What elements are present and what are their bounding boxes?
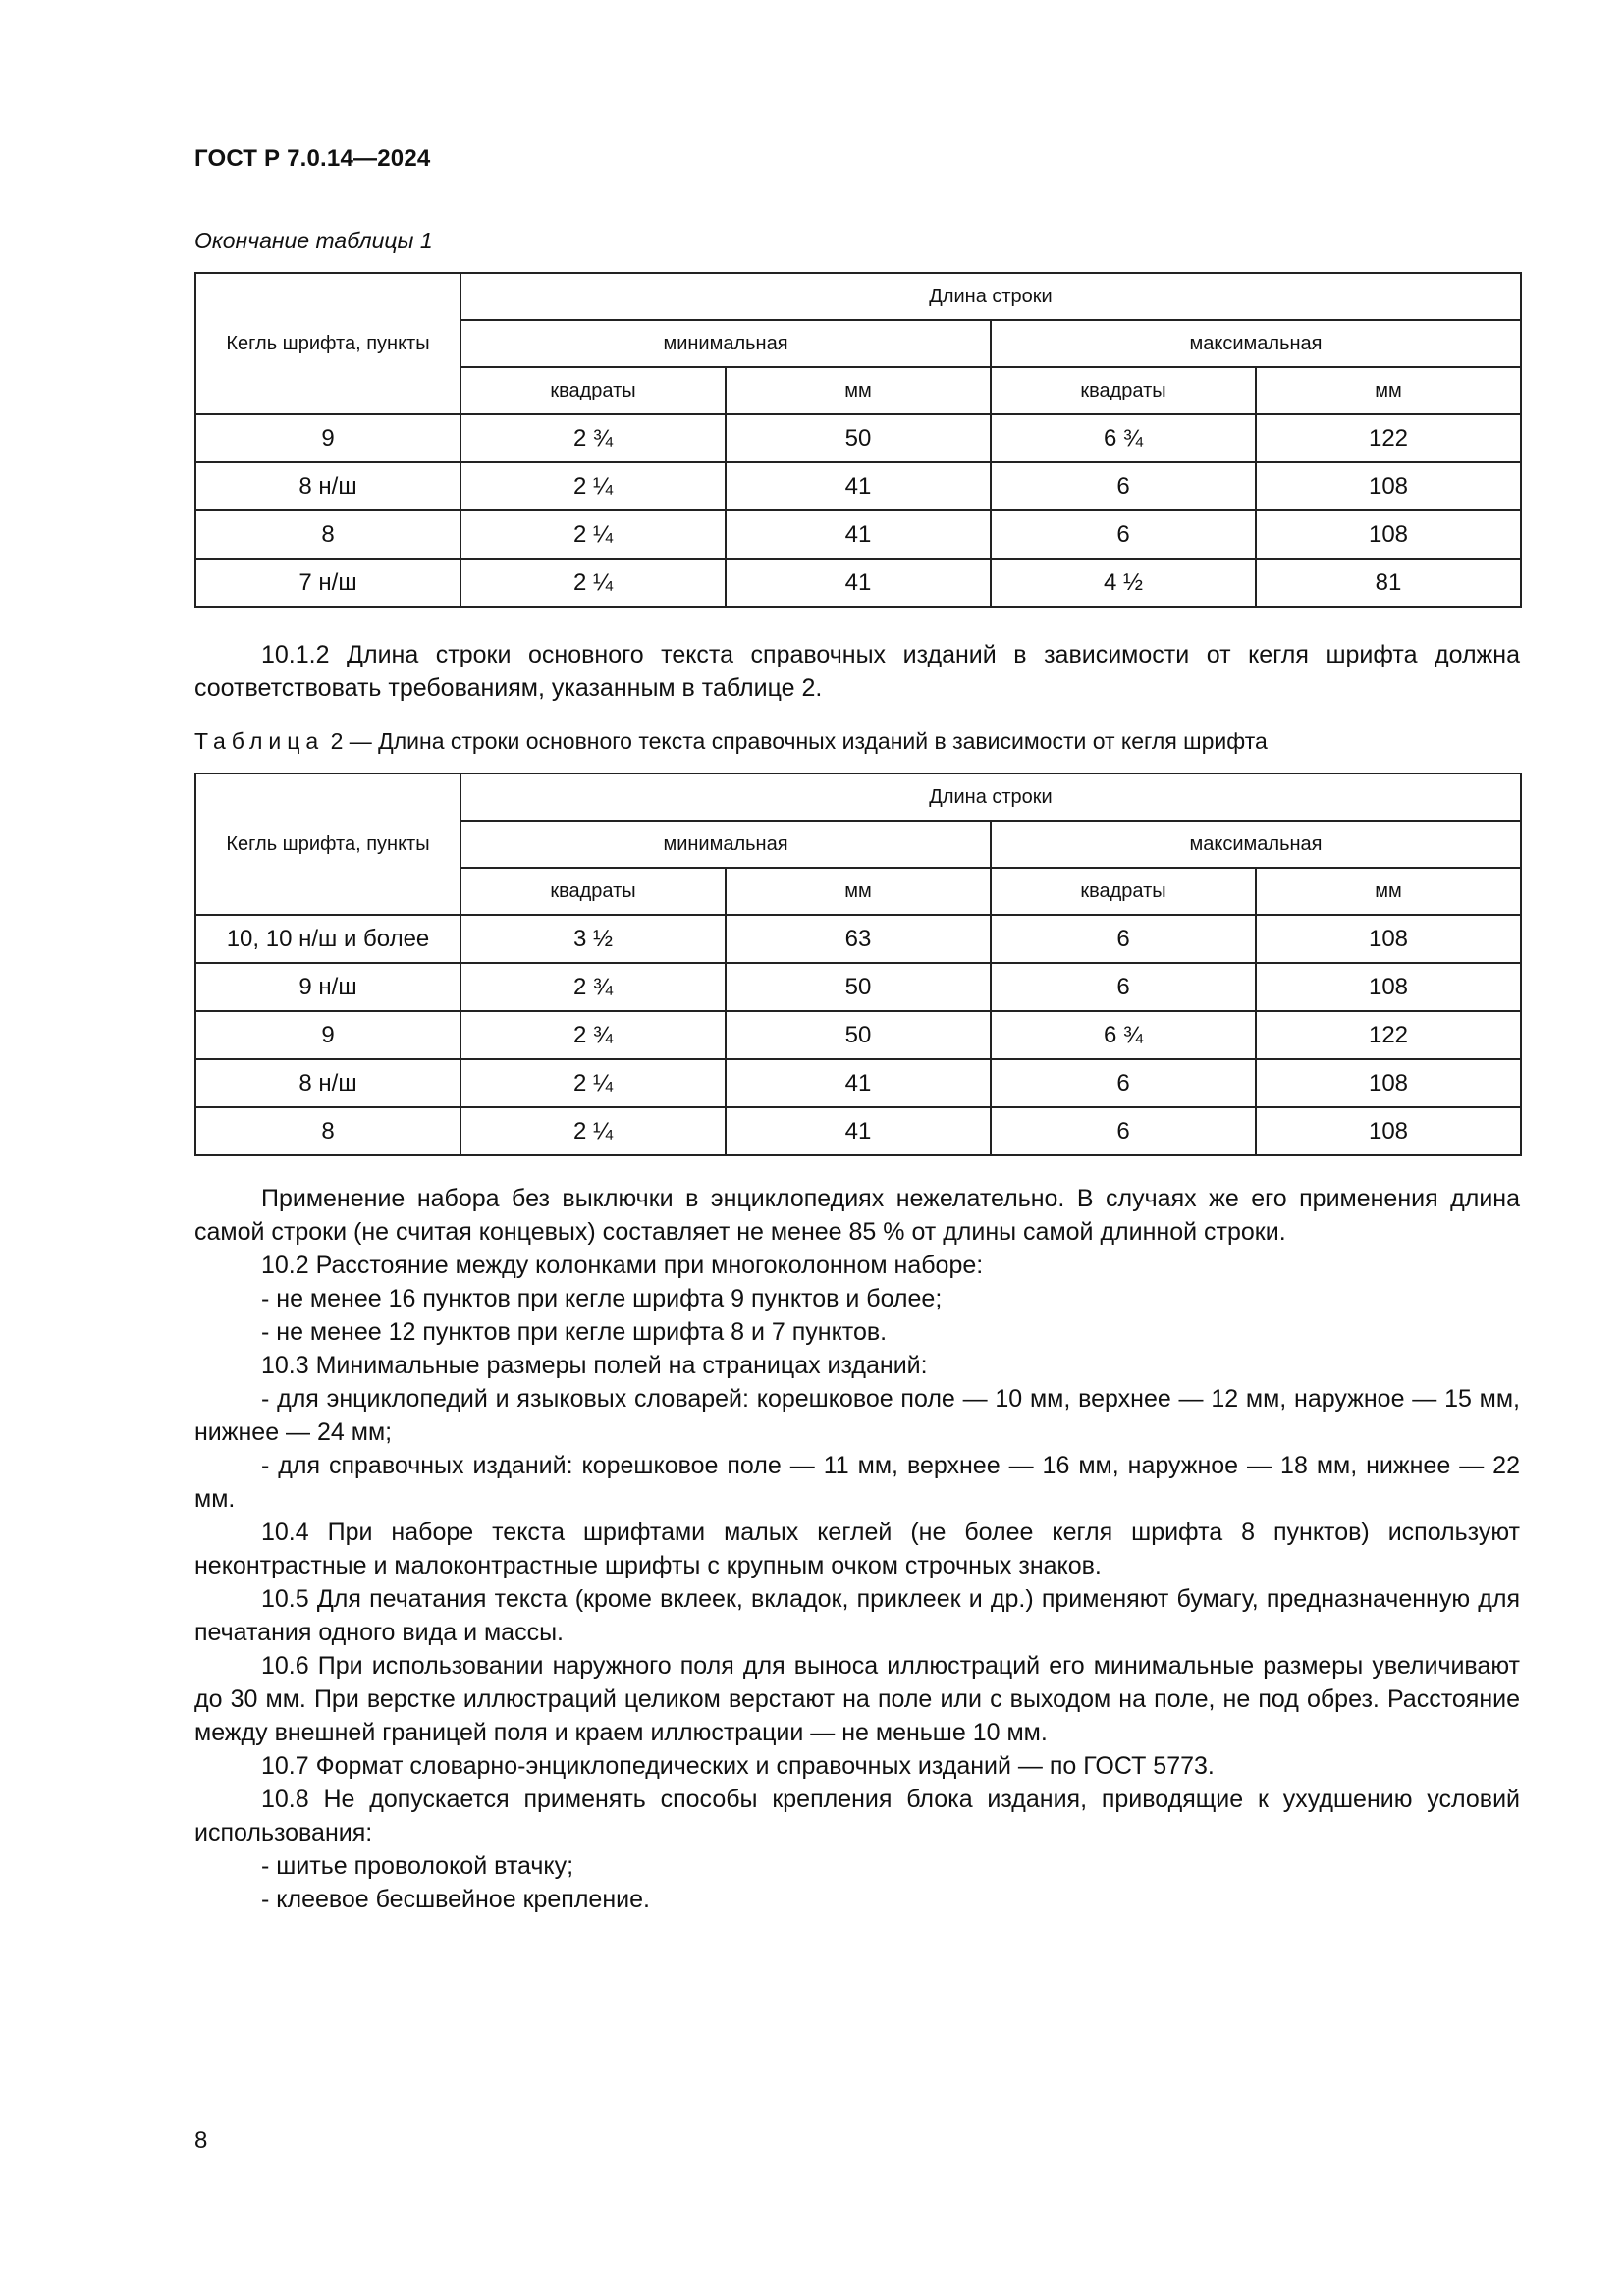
page-number: 8 — [194, 2127, 208, 2154]
cell: 7 н/ш — [195, 559, 460, 607]
header-max-quads: квадраты — [991, 868, 1256, 915]
paragraph-10-6: 10.6 При использовании наружного поля для выноса иллюстраций его минимальные размеры увеличивают до 30 мм. При верстке иллюстраций целиком верстают на поле или с выходом на поле, не под обрез. Расстояние между внешней границей поля и краем иллюстрации — не меньше 10 мм. — [194, 1652, 1520, 1746]
cell: 2 ¼ — [460, 559, 726, 607]
table-row — [195, 915, 1521, 963]
cell: 2 ¾ — [460, 414, 726, 462]
cell: 2 ¼ — [460, 462, 726, 510]
cell: 10, 10 н/ш и более — [195, 915, 460, 963]
table2-caption-text: 2 — Длина строки основного текста справочных изданий в зависимости от кегля шрифта — [324, 728, 1268, 754]
paragraph-10-4: 10.4 При наборе текста шрифтами малых кеглей (не более кегля шрифта 8 пунктов) используют неконтрастные и малоконтрастные шрифты с крупным очком строчных знаков. — [194, 1519, 1520, 1579]
header-font-size: Кегль шрифта, пункты — [195, 774, 460, 915]
cell: 108 — [1256, 462, 1521, 510]
paragraph-10-7: 10.7 Формат словарно-энциклопедических и справочных изданий — по ГОСТ 5773. — [261, 1752, 1215, 1780]
cell: 50 — [726, 414, 991, 462]
list-item: - не менее 12 пунктов при кегле шрифта 8 и 7 пунктов. — [261, 1318, 888, 1346]
cell: 9 — [195, 1011, 460, 1059]
cell: 2 ¾ — [460, 1011, 726, 1059]
header-minimal: минимальная — [460, 821, 991, 868]
cell: 2 ¾ — [460, 963, 726, 1011]
table-row — [195, 559, 1521, 607]
cell: 2 ¼ — [460, 1059, 726, 1107]
cell: 3 ½ — [460, 915, 726, 963]
table-row — [195, 462, 1521, 510]
header-maximal: максимальная — [991, 320, 1521, 367]
table1-continuation-caption: Окончание таблицы 1 — [194, 228, 433, 253]
cell: 108 — [1256, 915, 1521, 963]
header-max-mm: мм — [1256, 868, 1521, 915]
cell: 6 ¾ — [991, 414, 1256, 462]
header-minimal: минимальная — [460, 320, 991, 367]
cell: 8 — [195, 1107, 460, 1155]
table2-caption-label: Таблица — [194, 728, 325, 754]
table-row — [195, 1011, 1521, 1059]
list-item: - для справочных изданий: корешковое поле — 11 мм, верхнее — 16 мм, наружное — 18 мм, нижнее — 22 мм. — [194, 1452, 1520, 1513]
cell: 122 — [1256, 1011, 1521, 1059]
cell: 8 н/ш — [195, 1059, 460, 1107]
table2-caption — [194, 728, 1268, 755]
cell: 50 — [726, 1011, 991, 1059]
cell: 6 — [991, 510, 1256, 559]
header-max-mm: мм — [1256, 367, 1521, 414]
cell: 81 — [1256, 559, 1521, 607]
cell: 6 — [991, 915, 1256, 963]
table-row — [195, 1107, 1521, 1155]
cell: 108 — [1256, 1107, 1521, 1155]
header-line-length: Длина строки — [460, 273, 1521, 320]
standard-code-header: ГОСТ Р 7.0.14—2024 — [194, 145, 431, 172]
cell: 50 — [726, 963, 991, 1011]
cell: 63 — [726, 915, 991, 963]
paragraph-10-3: 10.3 Минимальные размеры полей на страницах изданий: — [261, 1352, 928, 1379]
cell: 6 ¾ — [991, 1011, 1256, 1059]
header-min-quads: квадраты — [460, 868, 726, 915]
body-text — [194, 1182, 1520, 1916]
table-row — [195, 510, 1521, 559]
cell: 41 — [726, 510, 991, 559]
cell: 41 — [726, 462, 991, 510]
cell: 6 — [991, 462, 1256, 510]
table-row — [195, 963, 1521, 1011]
cell: 2 ¼ — [460, 510, 726, 559]
cell: 41 — [726, 1107, 991, 1155]
cell: 4 ½ — [991, 559, 1256, 607]
cell: 108 — [1256, 510, 1521, 559]
cell: 6 — [991, 1107, 1256, 1155]
list-item: - клеевое бесшвейное крепление. — [261, 1886, 650, 1913]
table-row — [195, 414, 1521, 462]
header-line-length: Длина строки — [460, 774, 1521, 821]
cell: 108 — [1256, 1059, 1521, 1107]
cell: 122 — [1256, 414, 1521, 462]
list-item: - для энциклопедий и языковых словарей: корешковое поле — 10 мм, верхнее — 12 мм, наружное — 15 мм, нижнее — 24 мм; — [194, 1385, 1520, 1446]
header-maximal: максимальная — [991, 821, 1521, 868]
paragraph-10-8: 10.8 Не допускается применять способы крепления блока издания, приводящие к ухудшению условий использования: — [194, 1786, 1520, 1846]
table-row — [195, 1059, 1521, 1107]
header-font-size: Кегль шрифта, пункты — [195, 273, 460, 414]
cell: 9 н/ш — [195, 963, 460, 1011]
list-item: - не менее 16 пунктов при кегле шрифта 9 пунктов и более; — [261, 1285, 943, 1312]
list-item: - шитье проволокой втачку; — [261, 1852, 574, 1880]
cell: 8 н/ш — [195, 462, 460, 510]
paragraph-10-5: 10.5 Для печатания текста (кроме вклеек, вкладок, приклеек и др.) применяют бумагу, предназначенную для печатания одного вида и массы. — [194, 1585, 1520, 1646]
table1 — [194, 272, 1522, 608]
cell: 9 — [195, 414, 460, 462]
table2 — [194, 773, 1522, 1156]
cell: 108 — [1256, 963, 1521, 1011]
cell: 41 — [726, 559, 991, 607]
header-max-quads: квадраты — [991, 367, 1256, 414]
paragraph-10-1-2 — [194, 638, 1520, 705]
cell: 6 — [991, 963, 1256, 1011]
paragraph-10-2: 10.2 Расстояние между колонками при многоколонном наборе: — [261, 1252, 984, 1279]
cell: 41 — [726, 1059, 991, 1107]
paragraph-unjustified-set: Применение набора без выключки в энциклопедиях нежелательно. В случаях же его применения длина самой строки (не считая концевых) составляет не менее 85 % от длины самой длинной строки. — [194, 1185, 1520, 1246]
cell: 8 — [195, 510, 460, 559]
header-min-mm: мм — [726, 868, 991, 915]
cell: 2 ¼ — [460, 1107, 726, 1155]
header-min-quads: квадраты — [460, 367, 726, 414]
cell: 6 — [991, 1059, 1256, 1107]
header-min-mm: мм — [726, 367, 991, 414]
paragraph-text: 10.1.2 Длина строки основного текста справочных изданий в зависимости от кегля шрифта должна соответствовать требованиям, указанным в таблице 2. — [194, 641, 1520, 702]
